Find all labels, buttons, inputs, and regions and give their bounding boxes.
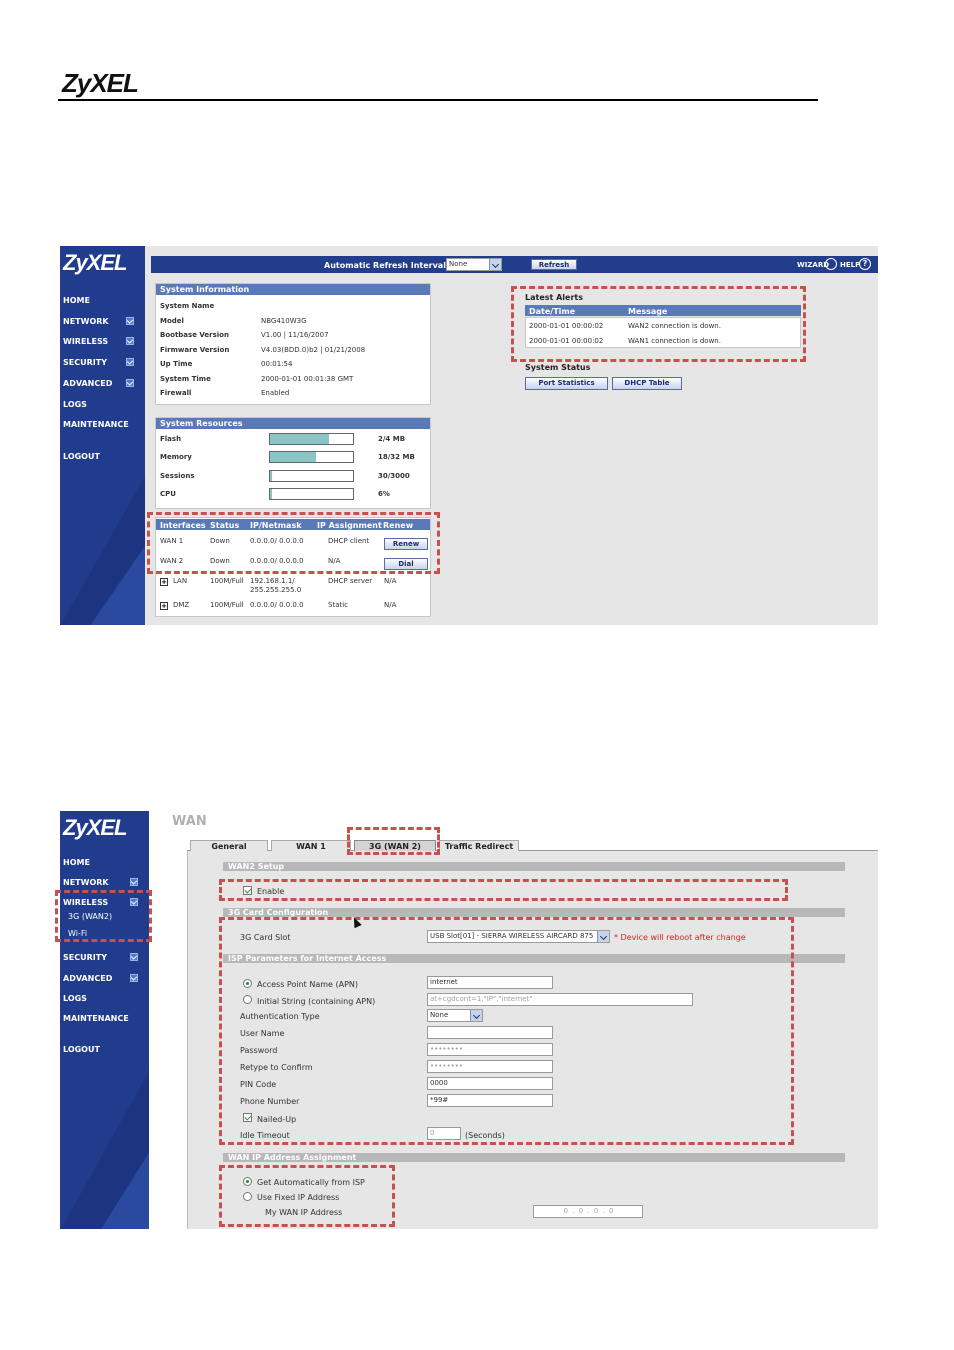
nav2-maintenance[interactable]: MAINTENANCE	[63, 1014, 129, 1023]
resource-value: 18/32 MB	[378, 453, 415, 462]
tab-3g-wan2[interactable]: 3G (WAN 2)	[354, 840, 436, 851]
sysinfo-key: Model	[160, 316, 184, 325]
sidebar-2-logo: ZyXEL	[63, 815, 127, 840]
sysinfo-value: V1.00 | 11/16/2007	[261, 331, 329, 339]
card-slot-warning: * Device will reboot after change	[614, 933, 746, 942]
fixed-ip-label: Use Fixed IP Address	[257, 1193, 340, 1202]
my-wan-ip-input[interactable]: 0 . 0 . 0 . 0	[533, 1205, 643, 1218]
pin-label: PIN Code	[240, 1080, 277, 1089]
sysinfo-value: V4.03(BDD.0)b2 | 01/21/2008	[261, 345, 366, 354]
nav-logs[interactable]: LOGS	[63, 400, 87, 409]
my-wan-ip-label: My WAN IP Address	[265, 1208, 343, 1217]
nav2-network[interactable]: NETWORK	[63, 878, 109, 887]
interface-renew: N/A	[384, 577, 397, 585]
interface-name: LAN	[173, 577, 188, 585]
retype-label: Retype to Confirm	[240, 1063, 313, 1072]
resource-label: Sessions	[160, 471, 195, 480]
interface-renew: N/A	[384, 601, 397, 609]
document-header-rule	[58, 99, 818, 101]
interface-status: 100M/Full	[210, 577, 244, 585]
tab-3g-highlight-box	[347, 827, 440, 855]
auth-type-select[interactable]: None	[427, 1009, 483, 1022]
alert-time: 2000-01-01 00:00:02	[529, 322, 604, 330]
auth-type-label: Authentication Type	[240, 1012, 320, 1021]
idle-timeout-label: Idle Timeout	[240, 1131, 290, 1140]
apn-input[interactable]: internet	[427, 976, 553, 989]
interface-assignment: DHCP server	[328, 577, 373, 585]
nav2-advanced[interactable]: ADVANCED	[63, 974, 113, 983]
page-title: WAN	[172, 814, 207, 829]
nav-security[interactable]: SECURITY	[63, 358, 107, 367]
nav2-sub-wifi[interactable]: Wi-Fi	[68, 929, 88, 938]
sysinfo-key: System Name	[160, 302, 215, 310]
nav2-network-expand-icon[interactable]	[130, 878, 138, 886]
wizard-link[interactable]: WIZARD	[797, 261, 830, 269]
nav2-logs[interactable]: LOGS	[63, 994, 87, 1003]
help-icon[interactable]: ?	[859, 258, 871, 270]
interface-assignment: DHCP client	[328, 537, 370, 545]
enable-highlight-box	[219, 879, 788, 901]
refresh-button[interactable]: Refresh	[531, 259, 577, 270]
latest-alerts-title: Latest Alerts	[525, 293, 584, 302]
interface-ip: 0.0.0.0/ 0.0.0.0	[250, 537, 304, 545]
wizard-icon[interactable]	[825, 258, 837, 270]
interfaces-col-status: Status	[210, 521, 240, 530]
isp-params-title: ISP Parameters for Internet Access	[223, 954, 845, 963]
phone-input[interactable]: *99#	[427, 1094, 553, 1107]
interface-netmask: 255.255.255.0	[250, 586, 302, 594]
resource-value: 30/3000	[378, 471, 410, 480]
resource-bar-fill	[270, 471, 272, 481]
username-label: User Name	[240, 1029, 285, 1038]
get-auto-label: Get Automatically from ISP	[257, 1178, 365, 1187]
sysinfo-value: 2000-01-01 00:01:38 GMT	[261, 374, 354, 383]
resource-bar	[269, 433, 354, 445]
dhcp-table-button[interactable]: DHCP Table	[612, 377, 682, 390]
sidebar-logo: ZyXEL	[63, 250, 127, 275]
sysinfo-value: Enabled	[261, 389, 290, 397]
nav2-logout[interactable]: LOGOUT	[63, 1045, 100, 1054]
interface-assignment: Static	[328, 601, 349, 609]
phone-label: Phone Number	[240, 1097, 300, 1106]
interface-ip: 0.0.0.0/ 0.0.0.0	[250, 557, 304, 565]
nav2-home[interactable]: HOME	[63, 858, 90, 867]
card-slot-select[interactable]: USB Slot[01] - SIERRA WIRELESS AIRCARD 875	[427, 930, 610, 943]
nav2-security[interactable]: SECURITY	[63, 953, 107, 962]
resource-bar	[269, 470, 354, 482]
sysinfo-value: 00:01:54	[261, 360, 293, 368]
expand-plus-icon[interactable]: +	[161, 578, 167, 586]
apn-label: Access Point Name (APN)	[257, 980, 359, 989]
resource-label: CPU	[160, 489, 176, 498]
alert-message: WAN1 connection is down.	[628, 337, 721, 345]
interfaces-col-assign: IP Assignment	[317, 521, 382, 530]
tab-traffic-redirect[interactable]: Traffic Redirect	[439, 840, 519, 851]
pin-input[interactable]: 0000	[427, 1077, 553, 1090]
nav-maintenance[interactable]: MAINTENANCE	[63, 420, 129, 429]
card-isp-highlight-box	[219, 917, 794, 1145]
nav-logout[interactable]: LOGOUT	[63, 452, 100, 461]
port-statistics-button[interactable]: Port Statistics	[525, 377, 608, 390]
card-config-title: 3G Card Configuration	[223, 908, 845, 917]
interface-name: DMZ	[173, 601, 190, 609]
tab-wan1[interactable]: WAN 1	[271, 840, 351, 851]
system-status-title: System Status	[525, 363, 591, 372]
password-input[interactable]: ••••••••	[427, 1043, 553, 1056]
sysinfo-key: Bootbase Version	[160, 331, 229, 339]
enable-label: Enable	[257, 887, 285, 896]
interface-status: Down	[210, 537, 230, 545]
resource-label: Memory	[160, 453, 192, 462]
nav-network[interactable]: NETWORK	[63, 317, 109, 326]
system-resources-title: System Resources	[156, 418, 430, 429]
resource-value: 2/4 MB	[378, 435, 406, 443]
resource-bar-fill	[270, 489, 272, 499]
alerts-col-message: Message	[628, 307, 668, 316]
resource-bar-fill	[270, 452, 316, 462]
sysinfo-key: System Time	[160, 374, 211, 383]
system-information-title: System Information	[156, 284, 430, 295]
resource-label: Flash	[160, 435, 182, 443]
help-link[interactable]: HELP	[840, 261, 861, 269]
wan-ip-title: WAN IP Address Assignment	[223, 1153, 845, 1162]
nav-network-expand-icon[interactable]	[126, 317, 134, 325]
nav-security-expand-icon[interactable]	[126, 358, 134, 366]
dial-button[interactable]: Dial	[384, 558, 428, 570]
refresh-interval-select[interactable]: None	[446, 258, 502, 271]
init-string-input[interactable]: at+cgdcont=1,"IP","internet"	[427, 993, 693, 1006]
screenshot-wan-page	[60, 811, 149, 1229]
screenshot-status-page	[60, 246, 878, 625]
wan-ip-highlight-box	[219, 1165, 395, 1227]
sysinfo-key: Firmware Version	[160, 345, 230, 354]
interface-assignment: N/A	[328, 557, 341, 565]
alerts-col-time: Date/Time	[529, 307, 576, 316]
nailed-up-label: Nailed-Up	[257, 1115, 297, 1124]
idle-timeout-unit: (Seconds)	[465, 1131, 505, 1140]
alert-time: 2000-01-01 00:00:02	[529, 337, 604, 345]
init-string-label: Initial String (containing APN)	[257, 997, 376, 1006]
interface-ip: 192.168.1.1/	[250, 577, 295, 585]
interface-ip: 0.0.0.0/ 0.0.0.0	[250, 601, 304, 609]
resource-value: 6%	[378, 489, 390, 498]
wan2-setup-title: WAN2 Setup	[223, 862, 845, 871]
nav2-wireless[interactable]: WIRELESS	[63, 898, 109, 907]
nav-advanced[interactable]: ADVANCED	[63, 379, 113, 388]
card-slot-label: 3G Card Slot	[240, 933, 291, 942]
nav-home[interactable]: HOME	[63, 296, 90, 305]
nav-advanced-expand-icon[interactable]	[126, 379, 134, 387]
interfaces-col-ip: IP/Netmask	[250, 521, 302, 530]
password-label: Password	[240, 1046, 278, 1055]
tab-general[interactable]: General	[190, 840, 268, 851]
nav2-advanced-expand-icon[interactable]	[130, 974, 138, 982]
nav-wireless-expand-icon[interactable]	[126, 337, 134, 345]
refresh-interval-label: Automatic Refresh Interval	[324, 261, 446, 270]
alert-message: WAN2 connection is down.	[628, 322, 721, 330]
nav2-sub-3g-wan2[interactable]: 3G (WAN2)	[68, 912, 113, 921]
sidebar	[60, 246, 145, 625]
expand-plus-icon[interactable]: +	[161, 602, 167, 610]
wireless-menu-highlight-box	[55, 890, 152, 942]
resource-bar	[269, 451, 354, 463]
idle-timeout-input[interactable]: 0	[427, 1127, 461, 1140]
interface-name: WAN 2	[160, 557, 184, 565]
retype-input[interactable]: ••••••••	[427, 1060, 553, 1073]
sysinfo-value: NBG410W3G	[261, 316, 307, 325]
sidebar-2	[60, 811, 149, 1229]
sysinfo-key: Firewall	[160, 389, 192, 397]
interfaces-col-renew: Renew	[383, 521, 414, 530]
nav2-security-expand-icon[interactable]	[130, 953, 138, 961]
interface-status: Down	[210, 557, 230, 565]
top-bar	[151, 256, 878, 273]
interfaces-col-name: Interfaces	[160, 521, 206, 530]
interface-name: WAN 1	[160, 537, 184, 545]
renew-button[interactable]: Renew	[384, 538, 428, 550]
resource-bar-fill	[270, 434, 329, 444]
interface-status: 100M/Full	[210, 601, 244, 609]
nav-wireless[interactable]: WIRELESS	[63, 337, 109, 346]
sysinfo-key: Up Time	[160, 360, 193, 368]
document-logo: ZyXEL	[62, 68, 138, 98]
resource-bar	[269, 488, 354, 500]
